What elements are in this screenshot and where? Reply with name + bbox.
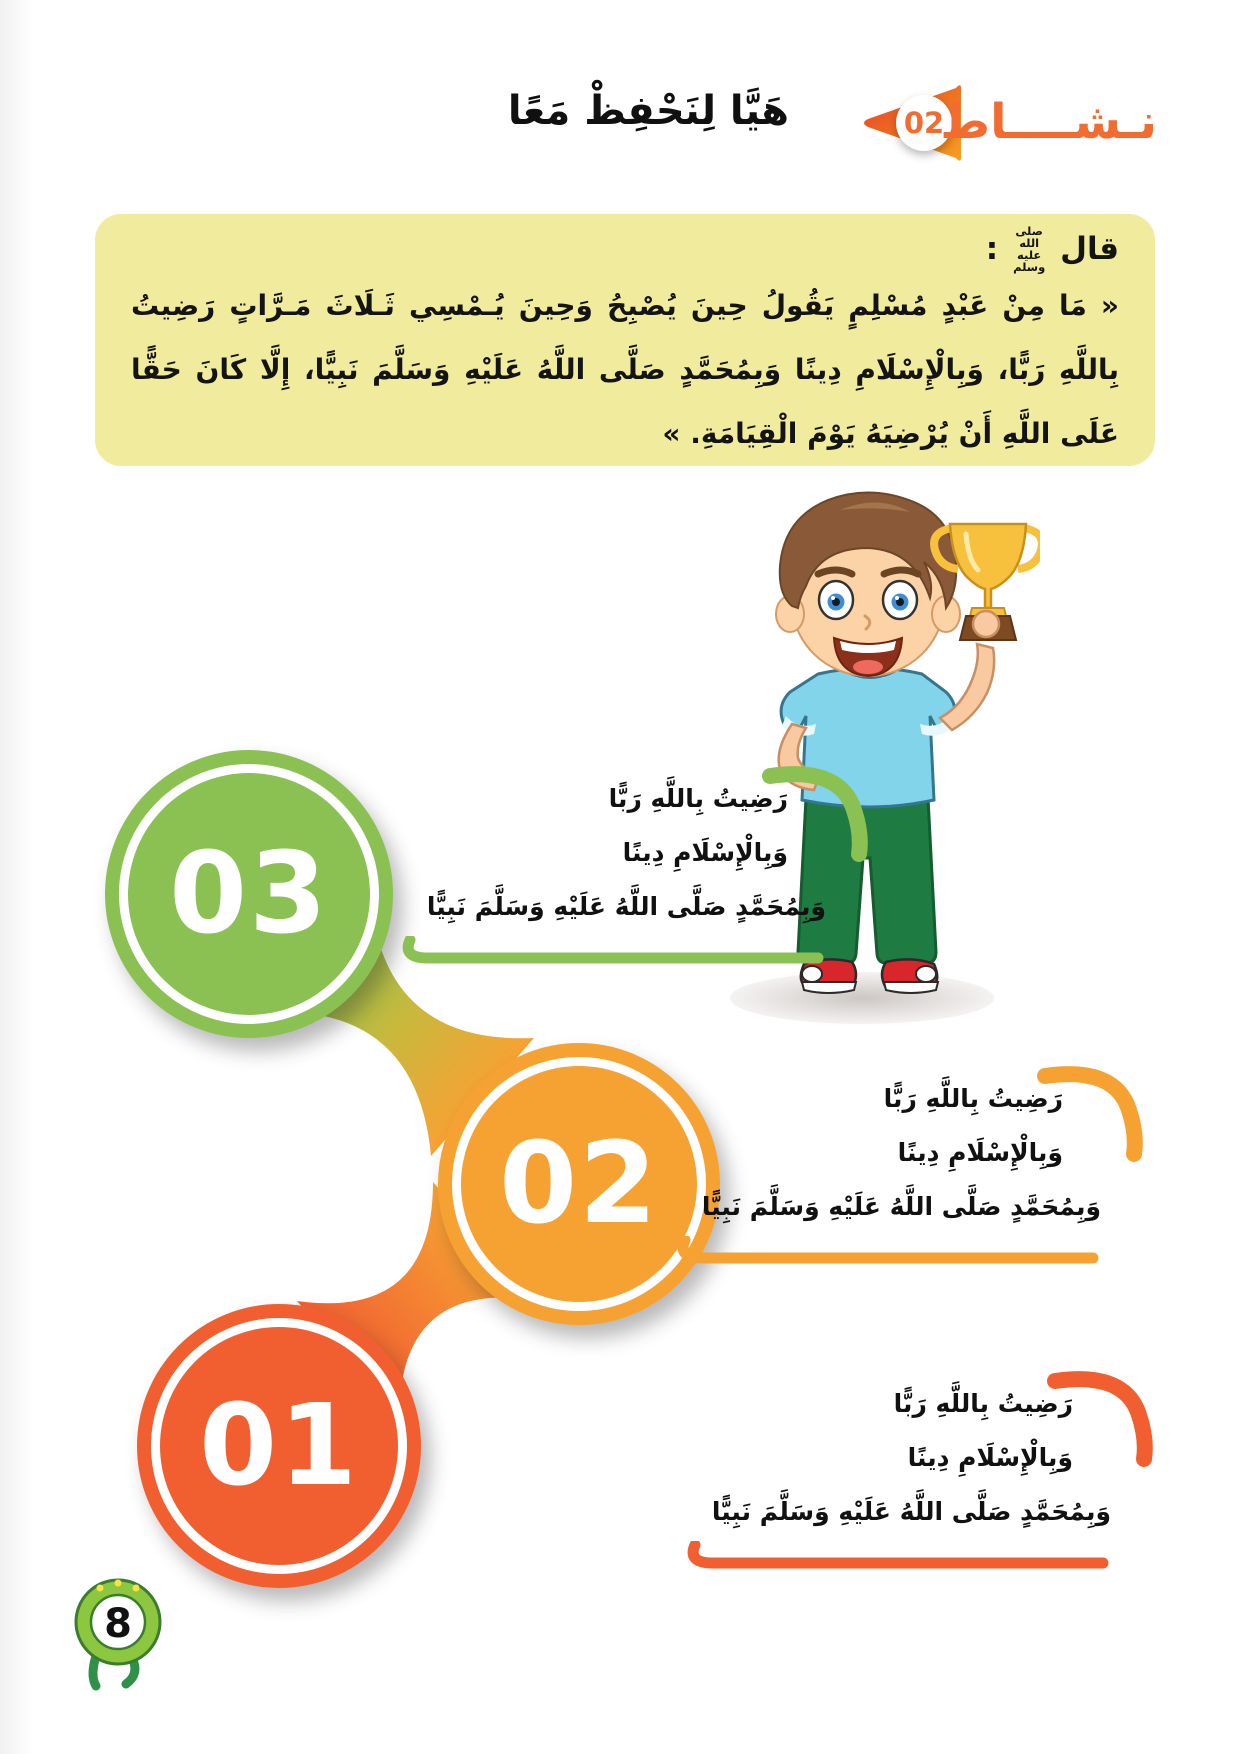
page-number: 8 — [104, 1601, 132, 1647]
step-underline — [661, 1236, 1101, 1270]
hadith-qala: قال — [1060, 231, 1119, 267]
step-circle-03 — [105, 750, 393, 1038]
activity-number-badge: 02 — [896, 95, 952, 151]
step-circle-01 — [137, 1304, 421, 1588]
hadith-text: « مَا مِنْ عَبْدٍ مُسْلِمٍ يَقُولُ حِينَ يُصْبِحُ وَحِينَ يُـمْسِي ثَـلَاثَ مَـرَّاتٍ رَضِيتُ بِاللَّهِ رَبًّا، وَبِالْإِسْلَامِ دِينًا وَبِمُحَمَّدٍ صَلَّى اللَّهُ عَلَيْهِ وَسَلَّمَ نَبِيًّا، إِلَّا كَانَ حَقًّا عَلَى اللَّهِ أَنْ يُرْضِيَهُ يَوْمَ الْقِيَامَةِ. » — [131, 289, 1119, 450]
hadith-colon: : — [985, 231, 999, 267]
activity-label: نـشــــاط — [940, 94, 1157, 150]
step-text-block-01 — [671, 1377, 1111, 1575]
step-underline — [386, 936, 826, 970]
step-line: وَبِالْإِسْلَامِ دِينًا — [622, 838, 788, 867]
page-title: هَيَّا لِنَحْفِظْ مَعًا — [507, 88, 789, 134]
ground-shadow — [730, 972, 994, 1024]
step-line: رَضِيتُ بِاللَّهِ رَبًّا — [883, 1084, 1063, 1113]
right-arm — [940, 644, 994, 730]
step-line: رَضِيتُ بِاللَّهِ رَبًّا — [608, 784, 788, 813]
step-number-03: 03 — [128, 773, 370, 1015]
step-line: وَبِمُحَمَّدٍ صَلَّى اللَّهُ عَلَيْهِ وَسَلَّمَ نَبِيًّا — [711, 1497, 1111, 1526]
step-line: وَبِالْإِسْلَامِ دِينًا — [907, 1443, 1073, 1472]
step-line: وَبِالْإِسْلَامِ دِينًا — [897, 1138, 1063, 1167]
right-hand — [973, 611, 999, 637]
step-number-01: 01 — [160, 1327, 398, 1565]
step-line: وَبِمُحَمَّدٍ صَلَّى اللَّهُ عَلَيْهِ وَسَلَّمَ نَبِيًّا — [701, 1192, 1101, 1221]
pbuh-honorific: صلى الله عليه وسلم — [1013, 224, 1046, 274]
step-text-block-02 — [661, 1072, 1101, 1270]
step-line: وَبِمُحَمَّدٍ صَلَّى اللَّهُ عَلَيْهِ وَسَلَّمَ نَبِيًّا — [426, 892, 826, 921]
step-underline — [671, 1541, 1111, 1575]
step-text-block-03 — [386, 772, 826, 970]
step-number-02: 02 — [461, 1066, 697, 1302]
step-line: رَضِيتُ بِاللَّهِ رَبًّا — [893, 1389, 1073, 1418]
right-shoe — [882, 959, 938, 993]
